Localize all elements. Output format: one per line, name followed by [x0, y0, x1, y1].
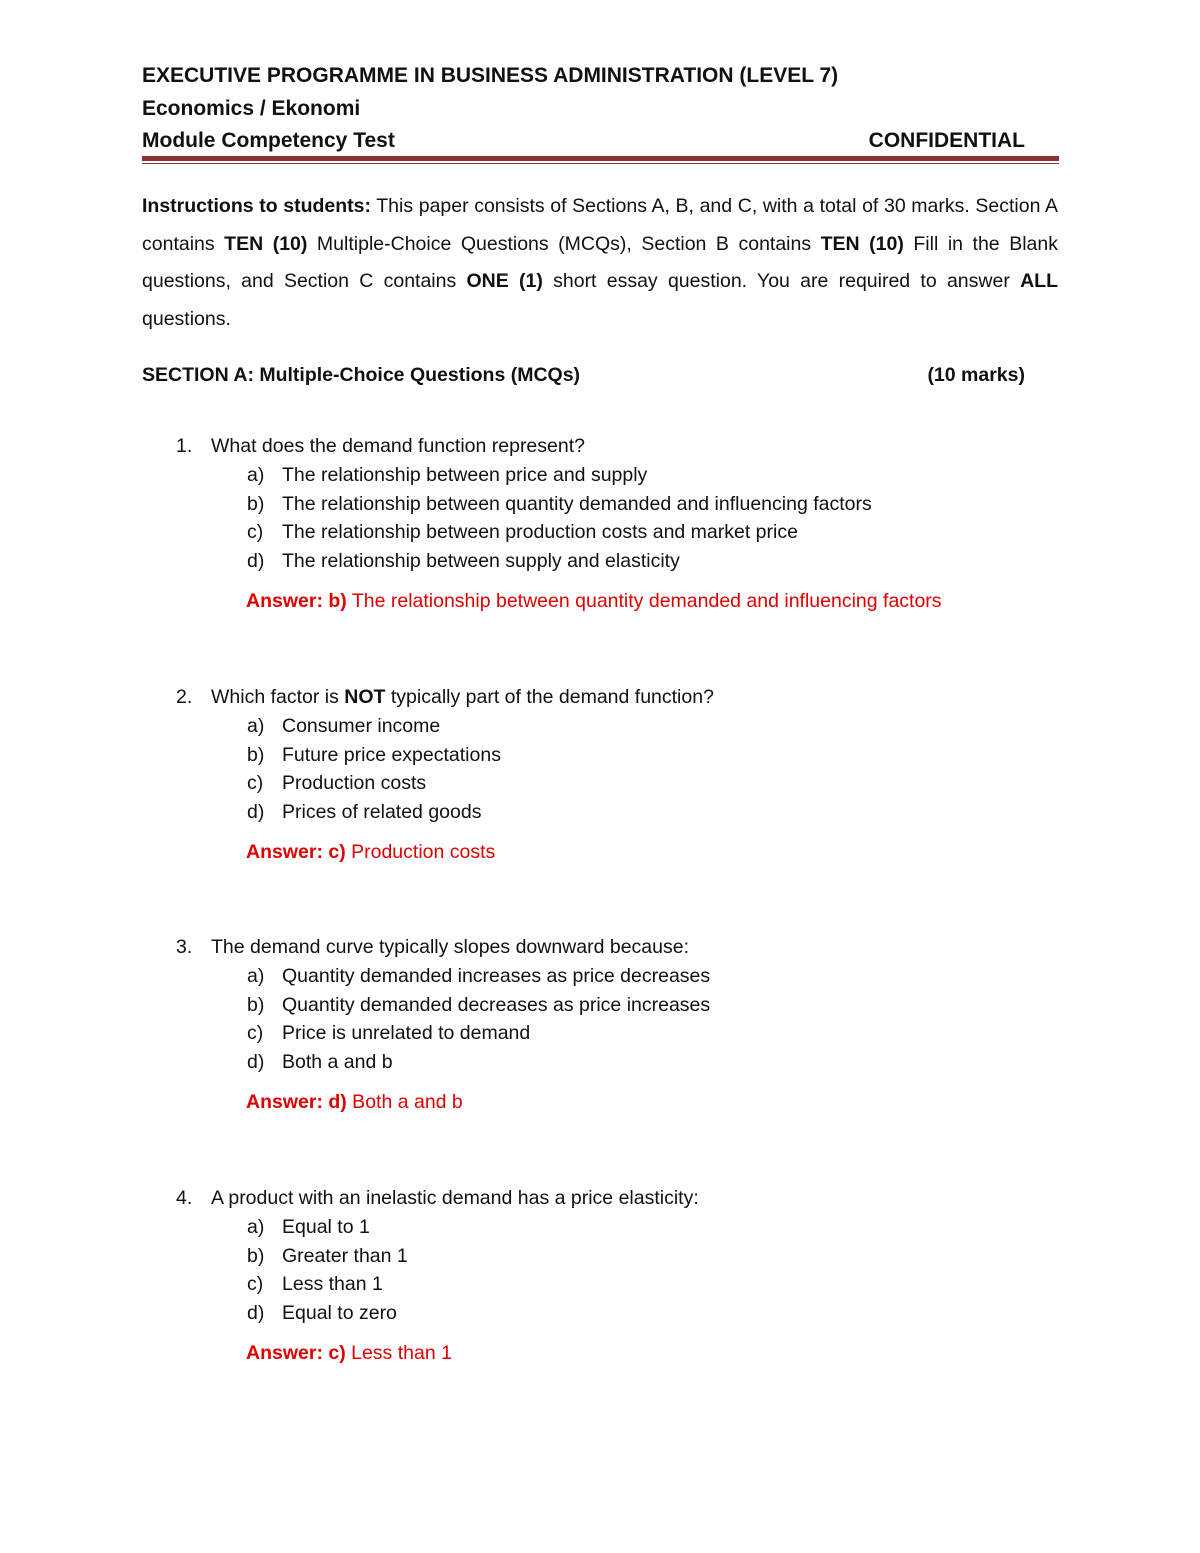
answer-label: Answer: c) [246, 1342, 346, 1364]
option-letter: b) [247, 1244, 265, 1267]
option-text: Consumer income [282, 715, 441, 737]
option-text: Equal to 1 [282, 1216, 370, 1238]
instructions-text: Multiple-Choice Questions (MCQs), Section B contains [307, 232, 821, 255]
instructions-text: questions. [142, 307, 231, 330]
answer-text: Production costs [345, 841, 496, 863]
question-number: 4. [176, 1187, 193, 1209]
answer-key [176, 1088, 1056, 1116]
option-text: Quantity demanded increases as price decreases [282, 965, 711, 987]
question-emphasis: NOT [344, 686, 386, 708]
answer-label: Answer: c) [246, 841, 346, 863]
section-a-heading [142, 364, 1025, 387]
option-text: The relationship between quantity demanded and influencing factors [282, 492, 872, 515]
answer-option [176, 712, 1056, 741]
instructions-emphasis: TEN (10) [224, 232, 308, 255]
answer-text: The relationship between quantity demanded and influencing factors [346, 590, 942, 612]
answer-option [176, 741, 1056, 770]
option-letter: a) [247, 965, 265, 987]
header-rule [142, 156, 1059, 161]
answer-option [176, 461, 1056, 490]
document-title: EXECUTIVE PROGRAMME IN BUSINESS ADMINISTRATION (LEVEL 7) [142, 64, 839, 87]
question-text: typically part of the demand function? [385, 686, 714, 708]
option-letter: b) [247, 492, 265, 515]
question-number: 1. [176, 435, 193, 457]
section-a-title: SECTION A: Multiple-Choice Questions (MCQs) [142, 364, 581, 386]
question-stem [176, 683, 1056, 712]
instructions-emphasis: ALL [1020, 270, 1058, 292]
question-number: 2. [176, 686, 193, 708]
answer-option [176, 1019, 1056, 1048]
option-text: The relationship between supply and elasticity [282, 549, 680, 572]
option-letter: b) [247, 993, 265, 1016]
question-stem [176, 432, 1056, 461]
section-a-marks: (10 marks) [927, 364, 1025, 386]
option-letter: d) [247, 1301, 265, 1324]
answer-text: Less than 1 [345, 1342, 452, 1364]
instructions-text: short essay question. You are required to answer [542, 270, 1021, 292]
option-letter: d) [247, 800, 265, 823]
option-letter: a) [247, 715, 265, 737]
subject-title: Economics / Ekonomi [142, 97, 361, 120]
option-letter: a) [247, 1216, 265, 1238]
answer-option [176, 1299, 1056, 1328]
answer-option [176, 1270, 1056, 1299]
option-letter: c) [247, 772, 264, 794]
option-letter: d) [247, 1050, 265, 1073]
option-letter: a) [247, 464, 265, 486]
answer-option [176, 991, 1056, 1020]
question-item [176, 432, 1056, 615]
answer-text: Both a and b [346, 1091, 463, 1113]
confidential-label: CONFIDENTIAL [868, 129, 1025, 152]
header-rule-thin [142, 163, 1059, 164]
option-letter: c) [247, 521, 264, 543]
option-letter: d) [247, 549, 265, 572]
instructions-text: This paper consists of Sections A, B, and C, with a total of 30 marks. Section A contains [142, 195, 1058, 255]
answer-key [176, 1339, 1056, 1367]
option-text: Production costs [282, 772, 427, 794]
option-text: Equal to zero [282, 1301, 397, 1324]
question-number: 3. [176, 936, 193, 958]
question-item [176, 683, 1056, 866]
option-letter: b) [247, 743, 265, 766]
question-text: Which factor is [211, 686, 345, 708]
instructions-label: Instructions to students: [142, 195, 371, 217]
instructions-emphasis: ONE (1) [466, 270, 543, 292]
answer-key [176, 838, 1056, 866]
answer-option [176, 1242, 1056, 1271]
option-text: Both a and b [282, 1050, 393, 1073]
option-text: Prices of related goods [282, 800, 482, 823]
option-text: Greater than 1 [282, 1244, 408, 1267]
module-title: Module Competency Test [142, 129, 395, 152]
question-item [176, 933, 1056, 1116]
question-text: What does the demand function represent? [211, 435, 585, 457]
answer-option [176, 518, 1056, 547]
answer-option [176, 962, 1056, 991]
question-stem [176, 1184, 1056, 1213]
option-letter: c) [247, 1273, 264, 1295]
answer-label: Answer: d) [246, 1091, 347, 1113]
instructions-emphasis: TEN (10) [820, 232, 904, 255]
answer-option [176, 769, 1056, 798]
answer-option [176, 1048, 1056, 1077]
answer-option [176, 1213, 1056, 1242]
answer-option [176, 547, 1056, 576]
question-item [176, 1184, 1056, 1367]
question-text: The demand curve typically slopes downward because: [211, 936, 690, 958]
option-letter: c) [247, 1022, 264, 1044]
answer-key [176, 587, 1056, 615]
option-text: The relationship between production costs and market price [282, 521, 798, 543]
option-text: Price is unrelated to demand [282, 1022, 531, 1044]
instructions-text: Fill in the Blank questions, and Section C contains [142, 232, 1058, 292]
option-text: The relationship between price and supply [282, 464, 648, 486]
option-text: Quantity demanded decreases as price increases [282, 993, 711, 1016]
answer-label: Answer: b) [246, 590, 347, 612]
answer-option [176, 490, 1056, 519]
question-stem [176, 933, 1056, 962]
instructions-paragraph [142, 188, 1058, 338]
option-text: Less than 1 [282, 1273, 383, 1295]
option-text: Future price expectations [282, 743, 501, 766]
question-text: A product with an inelastic demand has a price elasticity: [211, 1187, 699, 1209]
answer-option [176, 798, 1056, 827]
